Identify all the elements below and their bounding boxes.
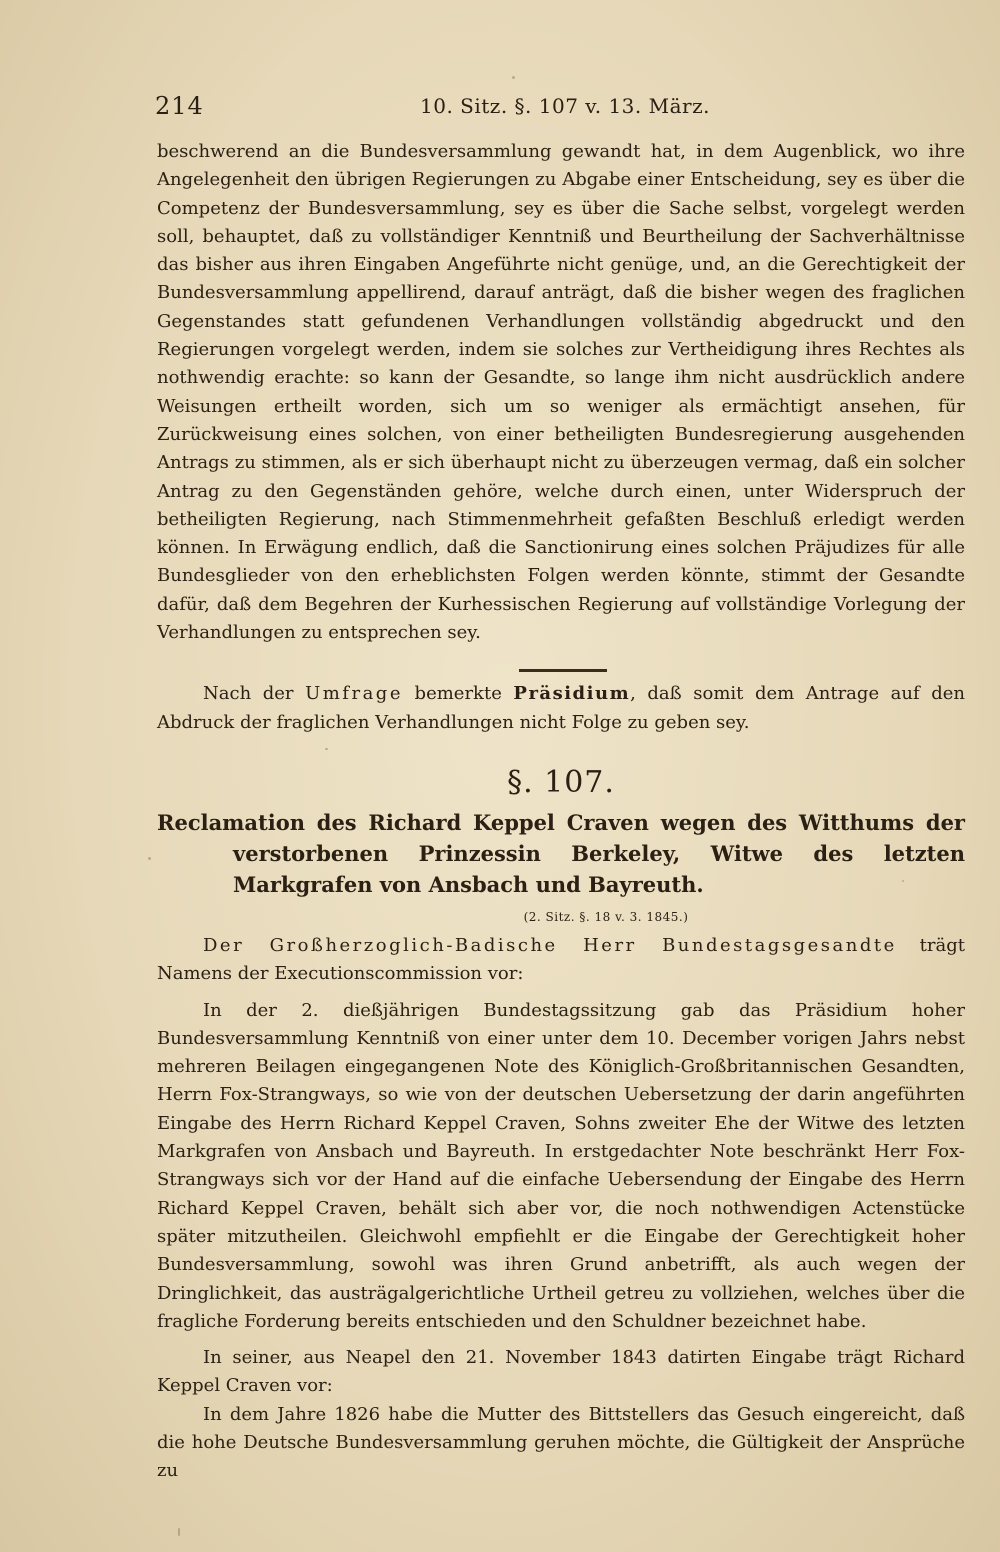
section-title: Reclamation des Richard Keppel Craven wegen des Witthums der verstorbenen Prinzessin Berkeley, Witwe des letzten Markgrafen von Ansbach und Bayreuth. bbox=[157, 809, 965, 897]
umfrage-text-middle: bemerkte bbox=[402, 683, 514, 705]
running-head bbox=[155, 92, 965, 126]
page-number: 214 bbox=[155, 92, 204, 120]
paper-speck bbox=[178, 1528, 180, 1536]
report-paragraph-2: In seiner, aus Neapel den 21. November 1843 datirten Eingabe trägt Richard Keppel Craven vor: bbox=[157, 1347, 965, 1397]
paper-speck bbox=[148, 857, 151, 860]
speaker-title: Der Großherzoglich-Badische Herr Bundestagsgesandte bbox=[203, 934, 897, 956]
umfrage-text-end: , daß somit dem Antrage auf den Abdruck der fraglichen Verhandlungen nicht Folge zu geben sey. bbox=[157, 683, 965, 733]
umfrage-paragraph bbox=[157, 680, 965, 737]
running-head-title: 10. Sitz. §. 107 v. 13. März. bbox=[420, 94, 710, 118]
intro-paragraph bbox=[157, 932, 965, 989]
paper-speck bbox=[902, 880, 904, 882]
umfrage-text-start: Nach der bbox=[203, 683, 306, 705]
umfrage-term: Umfrage bbox=[305, 683, 403, 705]
page-body bbox=[157, 138, 965, 1486]
section-citation: (2. Sitz. §. 18 v. 3. 1845.) bbox=[523, 909, 689, 924]
report-paragraph-1: In der 2. dießjährigen Bundestagssitzung gab das Präsidium hoher Bundesversammlung Kenntniß von einer unter dem 10. December vorigen Jahrs nebst mehreren Beilagen eingegangenen Note des Königlich-Großbritannischen Gesandten, Herrn Fox-Strangways, so wie von der deutschen Uebersetzung der darin angeführten Eingabe des Herrn Richard Keppel Craven, Sohns zweiter Ehe der Witwe des letzten Markgrafen von Ansbach und Bayreuth. In erstgedachter Note beschränkt Herr Fox-Strangways sich vor der Hand auf die einfache Uebersendung der Eingabe des Herrn Richard Keppel Craven, behält sich aber vor, die noch nothwendigen Actenstücke später mitzutheilen. Gleichwohl empfiehlt er die Eingabe der Gerechtigkeit hoher Bundesversammlung, sowohl was ihren Grund anbetrifft, als auch wegen der Dringlichkeit, das austrägalgerichtliche Urtheil getreu zu vollziehen, welches über die fragliche Forderung bereits entschieden und den Schuldner bezeichnet habe. bbox=[157, 999, 965, 1332]
report-paragraph-3: In dem Jahre 1826 habe die Mutter des Bittstellers das Gesuch eingereicht, daß die hohe Deutsche Bundesversammlung geruhen möchte, die Gültigkeit der Ansprüche zu bbox=[157, 1403, 965, 1482]
praesidium-term: Präsidium bbox=[513, 683, 631, 705]
intro-rest: trägt Namens der Executionscommission vor: bbox=[157, 934, 965, 985]
paper-speck bbox=[512, 76, 515, 79]
continued-paragraph: beschwerend an die Bundesversammlung gewandt hat, in dem Augenblick, wo ihre Angelegenheit den übrigen Regierungen zu Abgabe einer Entscheidung, sey es über die Competenz der Bundesversammlung, sey es über die Sache selbst, vorgelegt werden soll, behauptet, daß zu vollständiger Kenntniß und Beurtheilung der Sachverhältnisse das bisher aus ihren Eingaben Angeführte nicht genüge, und, an die Gerechtigkeit der Bundesversammlung appellirend, darauf anträgt, daß die bisher wegen des fraglichen Gegenstandes statt gefundenen Verhandlungen vollständig abgedruckt und den Regierungen vorgelegt werden, indem sie solches zur Vertheidigung ihres Rechtes als nothwendig erachte: so kann der Gesandte, so lange ihm nicht ausdrücklich andere Weisungen ertheilt worden, sich um so weniger als ermächtigt ansehen, für Zurückweisung eines solchen, von einer betheiligten Bundesregierung ausgehenden Antrags zu stimmen, als er sich überhaupt nicht zu überzeugen vermag, daß ein solcher Antrag zu den Gegenständen gehöre, welche durch einen, unter Widerspruch der betheiligten Regierung, nach Stimmenmehrheit gefaßten Beschluß erledigt werden können. In Erwägung endlich, daß die Sanctionirung eines solchen Präjudizes für alle Bundesglieder von den erheblichsten Folgen werden könnte, stimmt der Gesandte dafür, daß dem Begehren der Kurhessischen Regierung auf vollständige Vorlegung der Verhandlungen zu entsprechen sey. bbox=[157, 141, 965, 644]
section-number: §. 107. bbox=[507, 764, 615, 800]
paper-speck bbox=[325, 748, 328, 750]
